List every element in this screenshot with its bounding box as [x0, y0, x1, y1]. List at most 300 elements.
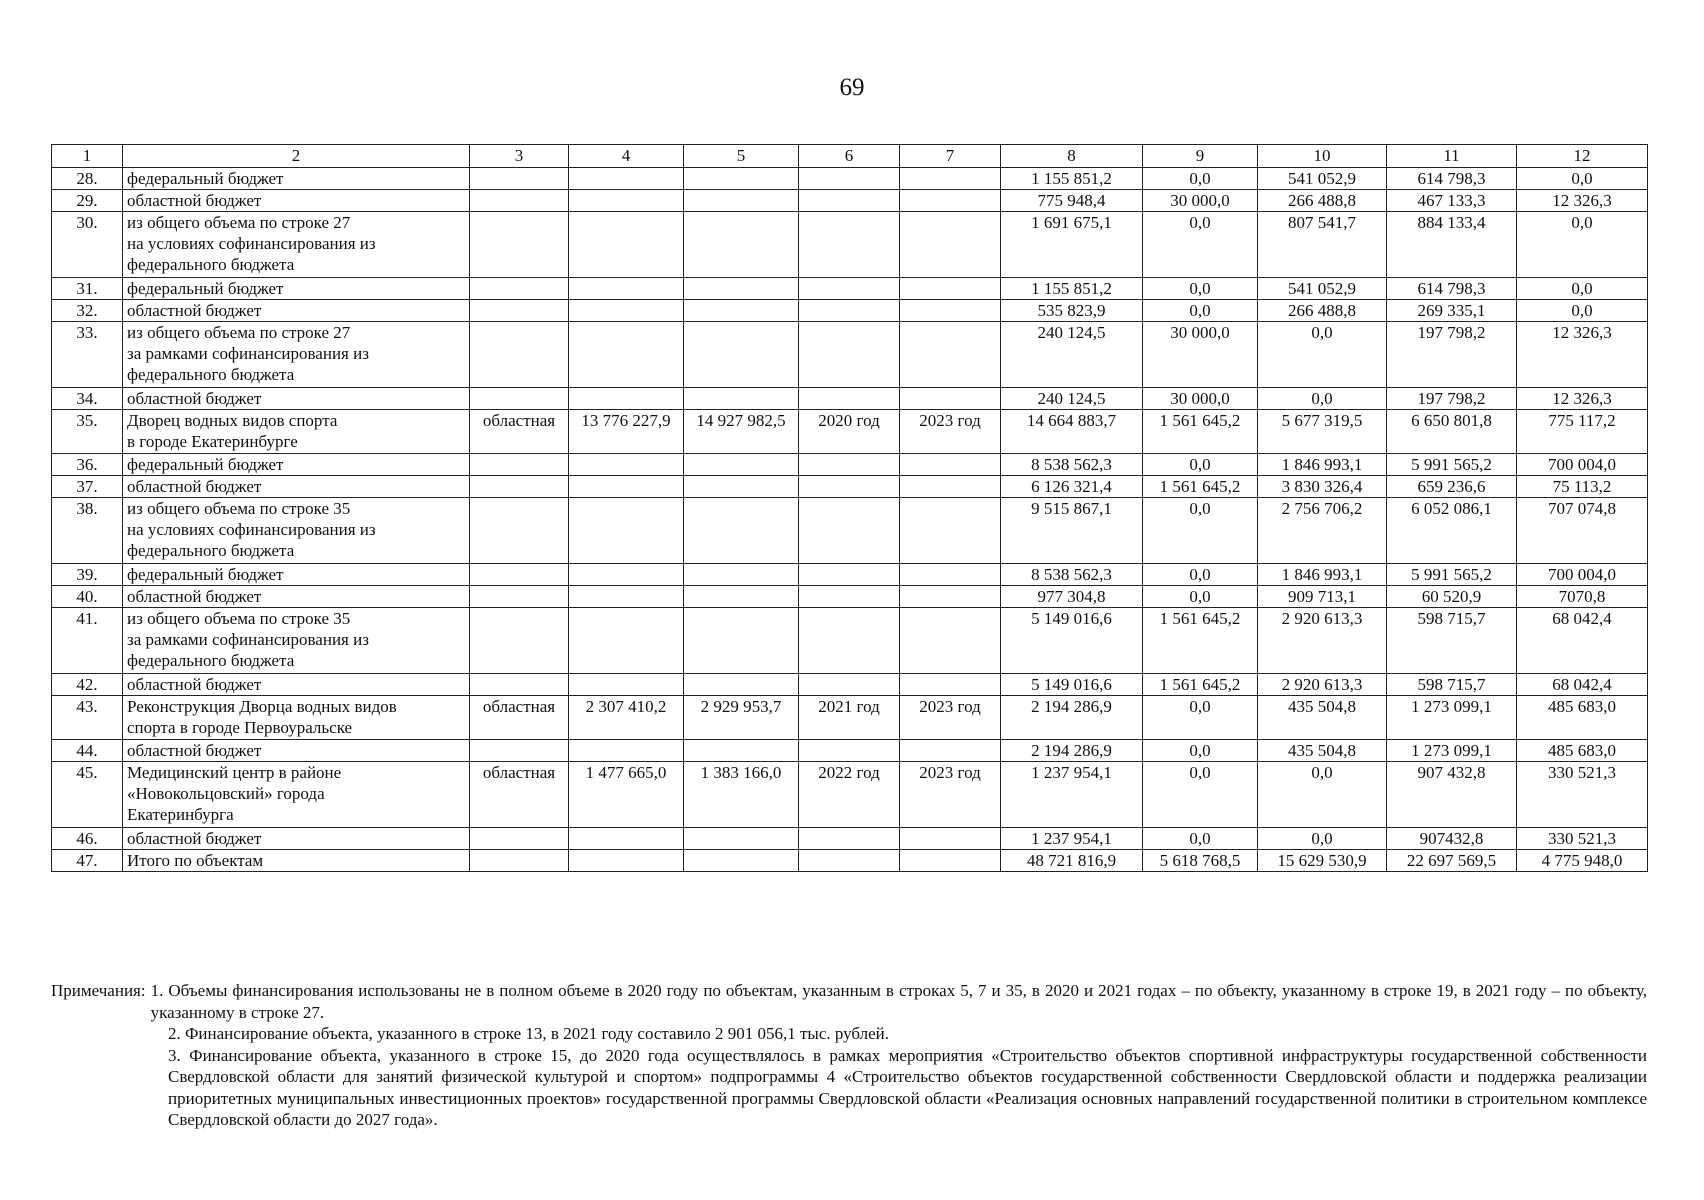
cost-5-cell: 1 383 166,0 — [684, 762, 799, 828]
row-number-cell: 32. — [52, 300, 123, 322]
item-name-line: федерального бюджета — [127, 255, 295, 274]
budget-level-cell — [470, 388, 569, 410]
budget-level-cell — [470, 564, 569, 586]
amount-8-cell: 8 538 562,3 — [1001, 454, 1143, 476]
budget-level-cell — [470, 322, 569, 388]
row-number-cell: 37. — [52, 476, 123, 498]
end-year-cell — [900, 476, 1001, 498]
start-year-cell — [799, 212, 900, 278]
item-name-line: областной бюджет — [127, 389, 262, 408]
row-number-cell: 41. — [52, 608, 123, 674]
cost-5-cell — [684, 168, 799, 190]
item-name-line: областной бюджет — [127, 675, 262, 694]
cost-4-cell: 1 477 665,0 — [569, 762, 684, 828]
amount-11-cell: 598 715,7 — [1387, 674, 1517, 696]
amount-12-cell: 700 004,0 — [1517, 454, 1648, 476]
amount-11-cell: 907 432,8 — [1387, 762, 1517, 828]
item-name-line: за рамками софинансирования из — [127, 344, 369, 363]
cost-4-cell — [569, 828, 684, 850]
amount-9-cell: 30 000,0 — [1143, 388, 1258, 410]
end-year-cell — [900, 498, 1001, 564]
amount-8-cell: 48 721 816,9 — [1001, 850, 1143, 872]
row-number-cell: 42. — [52, 674, 123, 696]
cost-5-cell — [684, 674, 799, 696]
amount-11-cell: 197 798,2 — [1387, 322, 1517, 388]
amount-8-cell: 2 194 286,9 — [1001, 696, 1143, 740]
cost-5-cell — [684, 190, 799, 212]
cost-4-cell — [569, 190, 684, 212]
end-year-cell — [900, 278, 1001, 300]
item-name-cell — [123, 190, 470, 212]
table-row — [52, 674, 1648, 696]
item-name-line: федеральный бюджет — [127, 455, 284, 474]
budget-level-cell — [470, 828, 569, 850]
notes-section — [51, 980, 1647, 1131]
amount-12-cell: 75 113,2 — [1517, 476, 1648, 498]
cost-4-cell — [569, 388, 684, 410]
item-name-line: областной бюджет — [127, 587, 262, 606]
item-name-cell — [123, 388, 470, 410]
amount-9-cell: 0,0 — [1143, 212, 1258, 278]
item-name-cell — [123, 498, 470, 564]
amount-10-cell: 0,0 — [1258, 322, 1387, 388]
amount-8-cell: 1 155 851,2 — [1001, 168, 1143, 190]
budget-level-cell — [470, 300, 569, 322]
notes-label: Примечания: — [51, 981, 146, 1000]
amount-11-cell: 614 798,3 — [1387, 278, 1517, 300]
start-year-cell — [799, 168, 900, 190]
amount-12-cell: 12 326,3 — [1517, 388, 1648, 410]
amount-11-cell: 197 798,2 — [1387, 388, 1517, 410]
amount-8-cell: 5 149 016,6 — [1001, 674, 1143, 696]
end-year-cell — [900, 212, 1001, 278]
item-name-cell — [123, 762, 470, 828]
start-year-cell — [799, 322, 900, 388]
amount-10-cell: 5 677 319,5 — [1258, 410, 1387, 454]
amount-9-cell: 5 618 768,5 — [1143, 850, 1258, 872]
item-name-line: «Новокольцовский» города — [127, 784, 325, 803]
cost-4-cell — [569, 850, 684, 872]
financing-table — [51, 144, 1648, 872]
column-header: 8 — [1001, 145, 1143, 168]
end-year-cell — [900, 828, 1001, 850]
amount-11-cell: 907432,8 — [1387, 828, 1517, 850]
amount-8-cell: 1 237 954,1 — [1001, 762, 1143, 828]
item-name-line: областной бюджет — [127, 829, 262, 848]
amount-8-cell: 8 538 562,3 — [1001, 564, 1143, 586]
cost-5-cell — [684, 608, 799, 674]
item-name-cell — [123, 300, 470, 322]
amount-11-cell: 1 273 099,1 — [1387, 696, 1517, 740]
budget-level-cell — [470, 498, 569, 564]
amount-11-cell: 60 520,9 — [1387, 586, 1517, 608]
amount-9-cell: 1 561 645,2 — [1143, 608, 1258, 674]
end-year-cell — [900, 608, 1001, 674]
amount-10-cell: 541 052,9 — [1258, 278, 1387, 300]
amount-8-cell: 1 155 851,2 — [1001, 278, 1143, 300]
budget-level-cell — [470, 740, 569, 762]
end-year-cell: 2023 год — [900, 410, 1001, 454]
start-year-cell — [799, 454, 900, 476]
amount-12-cell: 4 775 948,0 — [1517, 850, 1648, 872]
row-number-cell: 34. — [52, 388, 123, 410]
item-name-cell — [123, 322, 470, 388]
amount-9-cell: 0,0 — [1143, 740, 1258, 762]
budget-level-cell — [470, 586, 569, 608]
item-name-line: Екатеринбурга — [127, 805, 234, 824]
cost-4-cell — [569, 454, 684, 476]
table-row — [52, 608, 1648, 674]
row-number-cell: 47. — [52, 850, 123, 872]
cost-4-cell — [569, 212, 684, 278]
item-name-cell — [123, 476, 470, 498]
table-row — [52, 388, 1648, 410]
cost-5-cell — [684, 740, 799, 762]
column-header: 2 — [123, 145, 470, 168]
cost-5-cell — [684, 586, 799, 608]
budget-level-cell — [470, 212, 569, 278]
cost-5-cell — [684, 476, 799, 498]
amount-11-cell: 884 133,4 — [1387, 212, 1517, 278]
amount-12-cell: 0,0 — [1517, 212, 1648, 278]
budget-level-cell — [470, 608, 569, 674]
row-number-cell: 46. — [52, 828, 123, 850]
row-number-cell: 36. — [52, 454, 123, 476]
cost-4-cell — [569, 322, 684, 388]
amount-11-cell: 5 991 565,2 — [1387, 564, 1517, 586]
item-name-line: спорта в городе Первоуральске — [127, 718, 353, 737]
row-number-cell: 38. — [52, 498, 123, 564]
amount-12-cell: 12 326,3 — [1517, 322, 1648, 388]
budget-level-cell — [470, 454, 569, 476]
column-header: 1 — [52, 145, 123, 168]
note-item: 2. Финансирование объекта, указанного в строке 13, в 2021 году составило 2 901 056,1 тыс. рублей. — [168, 1024, 890, 1043]
start-year-cell: 2022 год — [799, 762, 900, 828]
amount-9-cell: 1 561 645,2 — [1143, 476, 1258, 498]
table-row — [52, 740, 1648, 762]
cost-5-cell — [684, 828, 799, 850]
amount-9-cell: 1 561 645,2 — [1143, 674, 1258, 696]
amount-11-cell: 1 273 099,1 — [1387, 740, 1517, 762]
amount-8-cell: 1 237 954,1 — [1001, 828, 1143, 850]
item-name-line: областной бюджет — [127, 741, 262, 760]
table-row — [52, 300, 1648, 322]
table-row — [52, 454, 1648, 476]
amount-12-cell: 12 326,3 — [1517, 190, 1648, 212]
item-name-cell — [123, 278, 470, 300]
amount-8-cell: 535 823,9 — [1001, 300, 1143, 322]
table-row — [52, 168, 1648, 190]
amount-10-cell: 15 629 530,9 — [1258, 850, 1387, 872]
amount-8-cell: 775 948,4 — [1001, 190, 1143, 212]
note-item: 1. Объемы финансирования использованы не в полном объеме в 2020 году по объектам, указанным в строках 5, 7 и 35, в 2020 и 2021 годах – по объекту, указанному в строке 19, в 2021 году – по объекту, указанному в строке 27. — [150, 981, 1647, 1022]
end-year-cell — [900, 322, 1001, 388]
amount-9-cell: 30 000,0 — [1143, 322, 1258, 388]
amount-10-cell: 2 920 613,3 — [1258, 608, 1387, 674]
item-name-cell — [123, 410, 470, 454]
amount-11-cell: 614 798,3 — [1387, 168, 1517, 190]
amount-11-cell: 5 991 565,2 — [1387, 454, 1517, 476]
row-number-cell: 28. — [52, 168, 123, 190]
table-row — [52, 564, 1648, 586]
item-name-line: Дворец водных видов спорта — [127, 411, 338, 430]
cost-4-cell: 2 307 410,2 — [569, 696, 684, 740]
amount-10-cell: 0,0 — [1258, 762, 1387, 828]
row-number-cell: 29. — [52, 190, 123, 212]
column-header: 7 — [900, 145, 1001, 168]
amount-12-cell: 700 004,0 — [1517, 564, 1648, 586]
row-number-cell: 44. — [52, 740, 123, 762]
item-name-line: из общего объема по строке 35 — [127, 609, 351, 628]
cost-4-cell — [569, 300, 684, 322]
budget-level-cell — [470, 476, 569, 498]
table-row — [52, 762, 1648, 828]
column-header: 11 — [1387, 145, 1517, 168]
item-name-line: федерального бюджета — [127, 651, 295, 670]
item-name-cell — [123, 740, 470, 762]
end-year-cell — [900, 168, 1001, 190]
item-name-cell — [123, 608, 470, 674]
table-row — [52, 190, 1648, 212]
cost-4-cell — [569, 608, 684, 674]
cost-5-cell — [684, 322, 799, 388]
cost-5-cell — [684, 850, 799, 872]
start-year-cell: 2020 год — [799, 410, 900, 454]
amount-9-cell: 0,0 — [1143, 278, 1258, 300]
column-header: 9 — [1143, 145, 1258, 168]
row-number-cell: 39. — [52, 564, 123, 586]
item-name-cell — [123, 586, 470, 608]
budget-level-cell: областная — [470, 410, 569, 454]
amount-10-cell: 435 504,8 — [1258, 740, 1387, 762]
start-year-cell — [799, 300, 900, 322]
amount-11-cell: 659 236,6 — [1387, 476, 1517, 498]
cost-5-cell — [684, 454, 799, 476]
table-row — [52, 586, 1648, 608]
cost-5-cell — [684, 498, 799, 564]
item-name-line: Итого по объектам — [127, 851, 264, 870]
item-name-line: на условиях софинансирования из — [127, 520, 376, 539]
row-number-cell: 30. — [52, 212, 123, 278]
end-year-cell: 2023 год — [900, 762, 1001, 828]
cost-5-cell — [684, 388, 799, 410]
item-name-line: федеральный бюджет — [127, 565, 284, 584]
item-name-line: на условиях софинансирования из — [127, 234, 376, 253]
amount-12-cell: 68 042,4 — [1517, 608, 1648, 674]
cost-4-cell: 13 776 227,9 — [569, 410, 684, 454]
item-name-cell — [123, 828, 470, 850]
end-year-cell — [900, 564, 1001, 586]
item-name-cell — [123, 696, 470, 740]
budget-level-cell — [470, 168, 569, 190]
table-row — [52, 696, 1648, 740]
cost-4-cell — [569, 586, 684, 608]
column-header: 3 — [470, 145, 569, 168]
amount-9-cell: 30 000,0 — [1143, 190, 1258, 212]
end-year-cell — [900, 300, 1001, 322]
amount-8-cell: 5 149 016,6 — [1001, 608, 1143, 674]
amount-12-cell: 0,0 — [1517, 300, 1648, 322]
item-name-line: федеральный бюджет — [127, 279, 284, 298]
amount-9-cell: 0,0 — [1143, 586, 1258, 608]
cost-5-cell — [684, 300, 799, 322]
cost-4-cell — [569, 476, 684, 498]
budget-level-cell: областная — [470, 696, 569, 740]
end-year-cell — [900, 586, 1001, 608]
amount-10-cell: 909 713,1 — [1258, 586, 1387, 608]
cost-5-cell — [684, 564, 799, 586]
end-year-cell — [900, 850, 1001, 872]
page-number: 69 — [839, 74, 865, 101]
item-name-cell — [123, 212, 470, 278]
start-year-cell — [799, 850, 900, 872]
header-row — [52, 145, 1648, 168]
cost-4-cell — [569, 278, 684, 300]
end-year-cell — [900, 190, 1001, 212]
cost-5-cell: 14 927 982,5 — [684, 410, 799, 454]
amount-10-cell: 266 488,8 — [1258, 300, 1387, 322]
column-header: 5 — [684, 145, 799, 168]
table-row — [52, 212, 1648, 278]
amount-8-cell: 977 304,8 — [1001, 586, 1143, 608]
cost-4-cell — [569, 740, 684, 762]
amount-9-cell: 0,0 — [1143, 300, 1258, 322]
amount-8-cell: 9 515 867,1 — [1001, 498, 1143, 564]
start-year-cell — [799, 586, 900, 608]
table-row — [52, 850, 1648, 872]
budget-level-cell — [470, 278, 569, 300]
amount-9-cell: 1 561 645,2 — [1143, 410, 1258, 454]
start-year-cell — [799, 388, 900, 410]
column-header: 12 — [1517, 145, 1648, 168]
amount-11-cell: 6 052 086,1 — [1387, 498, 1517, 564]
amount-9-cell: 0,0 — [1143, 168, 1258, 190]
item-name-line: из общего объема по строке 35 — [127, 499, 351, 518]
item-name-line: областной бюджет — [127, 191, 262, 210]
amount-10-cell: 0,0 — [1258, 388, 1387, 410]
item-name-cell — [123, 168, 470, 190]
amount-12-cell: 0,0 — [1517, 168, 1648, 190]
start-year-cell — [799, 564, 900, 586]
item-name-cell — [123, 674, 470, 696]
start-year-cell — [799, 498, 900, 564]
amount-12-cell: 330 521,3 — [1517, 828, 1648, 850]
start-year-cell — [799, 190, 900, 212]
amount-8-cell: 2 194 286,9 — [1001, 740, 1143, 762]
amount-9-cell: 0,0 — [1143, 828, 1258, 850]
start-year-cell — [799, 476, 900, 498]
row-number-cell: 40. — [52, 586, 123, 608]
budget-level-cell — [470, 190, 569, 212]
item-name-cell — [123, 850, 470, 872]
cost-4-cell — [569, 498, 684, 564]
amount-10-cell: 1 846 993,1 — [1258, 564, 1387, 586]
amount-12-cell: 707 074,8 — [1517, 498, 1648, 564]
start-year-cell — [799, 278, 900, 300]
item-name-line: за рамками софинансирования из — [127, 630, 369, 649]
end-year-cell: 2023 год — [900, 696, 1001, 740]
end-year-cell — [900, 388, 1001, 410]
column-header: 6 — [799, 145, 900, 168]
table-row — [52, 828, 1648, 850]
end-year-cell — [900, 740, 1001, 762]
item-name-line: областной бюджет — [127, 301, 262, 320]
amount-8-cell: 240 124,5 — [1001, 388, 1143, 410]
amount-9-cell: 0,0 — [1143, 454, 1258, 476]
amount-11-cell: 467 133,3 — [1387, 190, 1517, 212]
amount-12-cell: 7070,8 — [1517, 586, 1648, 608]
column-header: 10 — [1258, 145, 1387, 168]
table-row — [52, 410, 1648, 454]
table-row — [52, 476, 1648, 498]
column-header: 4 — [569, 145, 684, 168]
start-year-cell — [799, 674, 900, 696]
amount-8-cell: 1 691 675,1 — [1001, 212, 1143, 278]
amount-12-cell: 330 521,3 — [1517, 762, 1648, 828]
cost-5-cell — [684, 212, 799, 278]
amount-10-cell: 1 846 993,1 — [1258, 454, 1387, 476]
item-name-line: федеральный бюджет — [127, 169, 284, 188]
cost-4-cell — [569, 564, 684, 586]
table-row — [52, 322, 1648, 388]
item-name-line: из общего объема по строке 27 — [127, 323, 351, 342]
amount-8-cell: 240 124,5 — [1001, 322, 1143, 388]
amount-12-cell: 0,0 — [1517, 278, 1648, 300]
amount-11-cell: 6 650 801,8 — [1387, 410, 1517, 454]
start-year-cell — [799, 608, 900, 674]
item-name-line: из общего объема по строке 27 — [127, 213, 351, 232]
amount-12-cell: 68 042,4 — [1517, 674, 1648, 696]
amount-9-cell: 0,0 — [1143, 762, 1258, 828]
item-name-line: федерального бюджета — [127, 365, 295, 384]
amount-10-cell: 807 541,7 — [1258, 212, 1387, 278]
amount-11-cell: 269 335,1 — [1387, 300, 1517, 322]
table-row — [52, 278, 1648, 300]
note-item: 3. Финансирование объекта, указанного в строке 15, до 2020 года осуществлялось в рамках мероприятия «Строительство объектов спортивной инфраструктуры государственной собственности Свердловской области для занятий физической культурой и спортом» подпрограммы 4 «Строительство объектов государственной собственности Свердловской области и поддержка реализации приоритетных муниципальных инвестиционных проектов» государственной программы Свердловской области «Реализация основных направлений государственной политики в строительном комплексе Свердловской области до 2027 года». — [168, 1045, 1647, 1129]
amount-11-cell: 598 715,7 — [1387, 608, 1517, 674]
amount-10-cell: 2 756 706,2 — [1258, 498, 1387, 564]
item-name-cell — [123, 564, 470, 586]
start-year-cell — [799, 828, 900, 850]
amount-10-cell: 435 504,8 — [1258, 696, 1387, 740]
amount-8-cell: 6 126 321,4 — [1001, 476, 1143, 498]
budget-level-cell — [470, 674, 569, 696]
row-number-cell: 45. — [52, 762, 123, 828]
item-name-line: федерального бюджета — [127, 541, 295, 560]
start-year-cell — [799, 740, 900, 762]
amount-10-cell: 0,0 — [1258, 828, 1387, 850]
end-year-cell — [900, 674, 1001, 696]
row-number-cell: 33. — [52, 322, 123, 388]
amount-9-cell: 0,0 — [1143, 696, 1258, 740]
cost-5-cell — [684, 278, 799, 300]
start-year-cell: 2021 год — [799, 696, 900, 740]
amount-12-cell: 485 683,0 — [1517, 696, 1648, 740]
row-number-cell: 43. — [52, 696, 123, 740]
item-name-line: в городе Екатеринбурге — [127, 432, 298, 451]
amount-10-cell: 3 830 326,4 — [1258, 476, 1387, 498]
amount-10-cell: 541 052,9 — [1258, 168, 1387, 190]
amount-12-cell: 775 117,2 — [1517, 410, 1648, 454]
item-name-line: Реконструкция Дворца водных видов — [127, 697, 397, 716]
row-number-cell: 31. — [52, 278, 123, 300]
amount-9-cell: 0,0 — [1143, 498, 1258, 564]
budget-level-cell — [470, 850, 569, 872]
amount-11-cell: 22 697 569,5 — [1387, 850, 1517, 872]
item-name-line: Медицинский центр в районе — [127, 763, 342, 782]
item-name-cell — [123, 454, 470, 476]
row-number-cell: 35. — [52, 410, 123, 454]
